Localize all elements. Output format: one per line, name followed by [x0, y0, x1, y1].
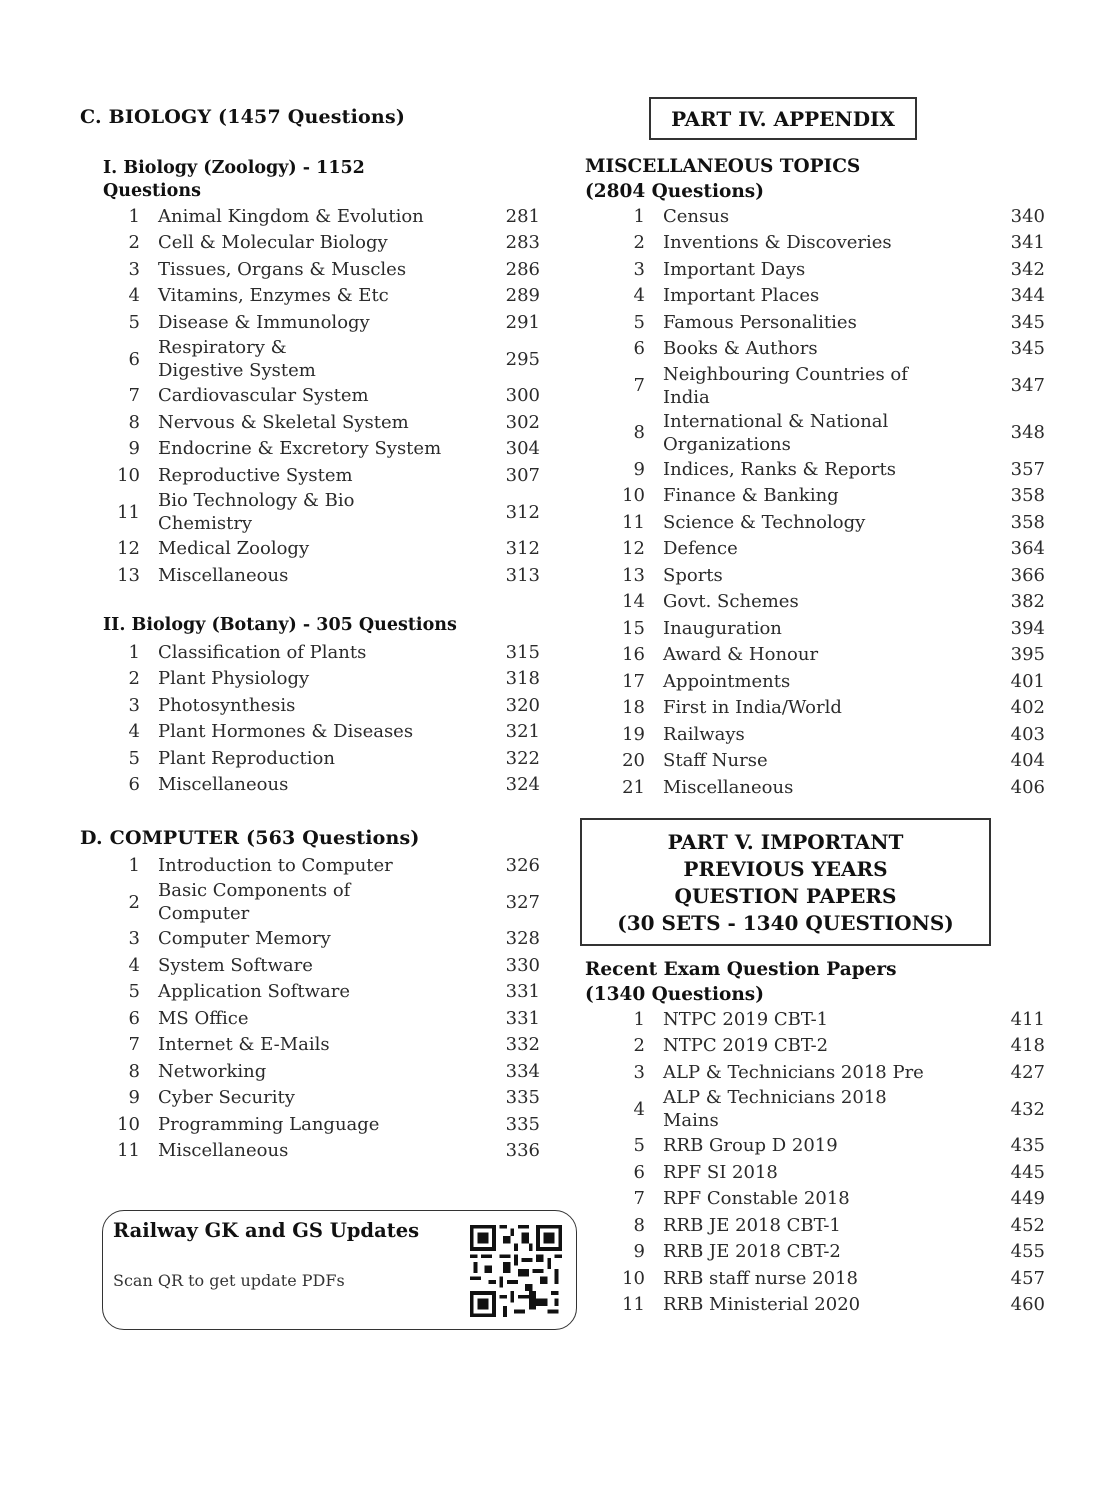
qr-code-icon[interactable]	[470, 1225, 562, 1317]
toc-row[interactable]: 16 Award & Honour 395	[622, 644, 1045, 666]
toc-row[interactable]: 19 Railways 403	[622, 723, 1045, 745]
toc-row[interactable]: 9 Endocrine & Excretory System 304	[128, 438, 540, 460]
toc-row[interactable]: 17 Appointments 401	[622, 670, 1045, 692]
toc-row[interactable]: 1 NTPC 2019 CBT-1 411	[633, 1008, 1045, 1030]
toc-row[interactable]: 4 Important Places 344	[633, 285, 1045, 307]
toc-row[interactable]: 20 Staff Nurse 404	[622, 750, 1045, 772]
toc-row[interactable]: 8 Nervous & Skeletal System 302	[128, 411, 540, 433]
toc-row[interactable]: 10 Programming Language 335	[117, 1113, 540, 1135]
zoology-subtitle: I. Biology (Zoology) - 1152 Questions	[103, 158, 365, 201]
toc-row[interactable]: 2 Cell & Molecular Biology 283	[128, 232, 540, 254]
qr-card-title: Railway GK and GS Updates	[113, 1219, 420, 1242]
toc-row[interactable]: 5 Plant Reproduction 322	[128, 747, 540, 769]
toc-row[interactable]: 18 First in India/World 402	[622, 697, 1045, 719]
toc-row[interactable]: 9 Cyber Security 335	[128, 1087, 540, 1109]
toc-row[interactable]: 7 Neighbouring Countries of India 347	[633, 363, 1045, 408]
toc-row[interactable]: 8 Networking 334	[128, 1060, 540, 1082]
toc-row[interactable]: 10 RRB staff nurse 2018 457	[622, 1267, 1045, 1289]
toc-row[interactable]: 6 Respiratory & Digestive System 295	[128, 337, 540, 381]
toc-row[interactable]: 11 RRB Ministerial 2020 460	[622, 1294, 1045, 1316]
toc-row[interactable]: 9 Indices, Ranks & Reports 357	[633, 458, 1045, 480]
toc-row[interactable]: 15 Inauguration 394	[622, 617, 1045, 639]
botany-subtitle: II. Biology (Botany) - 305 Questions	[103, 615, 457, 635]
toc-row[interactable]: 7 RPF Constable 2018 449	[633, 1188, 1045, 1210]
toc-row[interactable]: 13 Miscellaneous 313	[117, 564, 540, 586]
qr-card-subtitle: Scan QR to get update PDFs	[113, 1271, 345, 1290]
toc-row[interactable]: 1 Census 340	[633, 205, 1045, 227]
toc-row[interactable]: 4 System Software 330	[128, 954, 540, 976]
toc-row[interactable]: 12 Medical Zoology 312	[117, 538, 540, 560]
toc-row[interactable]: 6 Books & Authors 345	[633, 338, 1045, 360]
toc-row[interactable]: 8 RRB JE 2018 CBT-1 452	[633, 1214, 1045, 1236]
toc-row[interactable]: 3 Photosynthesis 320	[128, 694, 540, 716]
toc-row[interactable]: 8 International & National Organizations 348	[633, 410, 1045, 455]
toc-row[interactable]: 7 Internet & E-Mails 332	[128, 1034, 540, 1056]
toc-row[interactable]: 10 Finance & Banking 358	[622, 485, 1045, 507]
toc-row[interactable]: 6 RPF SI 2018 445	[633, 1161, 1045, 1183]
toc-row[interactable]: 13 Sports 366	[622, 564, 1045, 586]
computer-section-title: D. COMPUTER (563 Questions)	[80, 827, 420, 849]
toc-row[interactable]: 4 Vitamins, Enzymes & Etc 289	[128, 285, 540, 307]
toc-row[interactable]: 12 Defence 364	[622, 538, 1045, 560]
toc-row[interactable]: 3 ALP & Technicians 2018 Pre 427	[633, 1061, 1045, 1083]
zoology-toc-list	[80, 203, 540, 589]
toc-row[interactable]: 11 Bio Technology & Bio Chemistry 312	[117, 490, 540, 534]
toc-row[interactable]: 10 Reproductive System 307	[117, 464, 540, 486]
toc-row[interactable]: 6 MS Office 331	[128, 1007, 540, 1029]
toc-row[interactable]: 4 ALP & Technicians 2018 Mains 432	[633, 1087, 1045, 1131]
part-v-title: PART V. IMPORTANT PREVIOUS YEARS QUESTION PAPERS (30 SETS - 1340 QUESTIONS)	[580, 818, 991, 946]
toc-row[interactable]: 3 Computer Memory 328	[128, 928, 540, 950]
toc-row[interactable]: 7 Cardiovascular System 300	[128, 385, 540, 407]
toc-row[interactable]: 14 Govt. Schemes 382	[622, 591, 1045, 613]
toc-row[interactable]: 5 RRB Group D 2019 435	[633, 1135, 1045, 1157]
toc-row[interactable]: 5 Disease & Immunology 291	[128, 311, 540, 333]
recent-papers-title: Recent Exam Question Papers (1340 Questions)	[585, 959, 897, 1005]
toc-row[interactable]: 5 Application Software 331	[128, 981, 540, 1003]
toc-row[interactable]: 2 Basic Components of Computer 327	[128, 880, 540, 924]
toc-row[interactable]: 4 Plant Hormones & Diseases 321	[128, 721, 540, 743]
toc-row[interactable]: 2 Plant Physiology 318	[128, 668, 540, 690]
biology-section-title: C. BIOLOGY (1457 Questions)	[80, 106, 406, 128]
toc-row[interactable]: 3 Tissues, Organs & Muscles 286	[128, 258, 540, 280]
toc-row[interactable]: 21 Miscellaneous 406	[622, 776, 1045, 798]
toc-row[interactable]: 1 Introduction to Computer 326	[128, 854, 540, 876]
toc-row[interactable]: 6 Miscellaneous 324	[128, 774, 540, 796]
toc-row[interactable]: 5 Famous Personalities 345	[633, 311, 1045, 333]
toc-row[interactable]: 2 Inventions & Discoveries 341	[633, 232, 1045, 254]
toc-row[interactable]: 1 Classification of Plants 315	[128, 641, 540, 663]
toc-row[interactable]: 1 Animal Kingdom & Evolution 281	[128, 205, 540, 227]
part-iv-title: PART IV. APPENDIX	[649, 97, 917, 140]
misc-topics-title: MISCELLANEOUS TOPICS (2804 Questions)	[585, 156, 861, 202]
toc-row[interactable]: 3 Important Days 342	[633, 258, 1045, 280]
toc-row[interactable]: 2 NTPC 2019 CBT-2 418	[633, 1035, 1045, 1057]
botany-toc-list	[80, 639, 540, 798]
papers-toc-list	[585, 1006, 1045, 1318]
toc-row[interactable]: 11 Science & Technology 358	[622, 511, 1045, 533]
computer-toc-list	[80, 852, 540, 1164]
appendix-toc-list	[585, 203, 1045, 801]
qr-updates-card	[102, 1210, 577, 1330]
toc-row[interactable]: 9 RRB JE 2018 CBT-2 455	[633, 1241, 1045, 1263]
toc-row[interactable]: 11 Miscellaneous 336	[117, 1140, 540, 1162]
